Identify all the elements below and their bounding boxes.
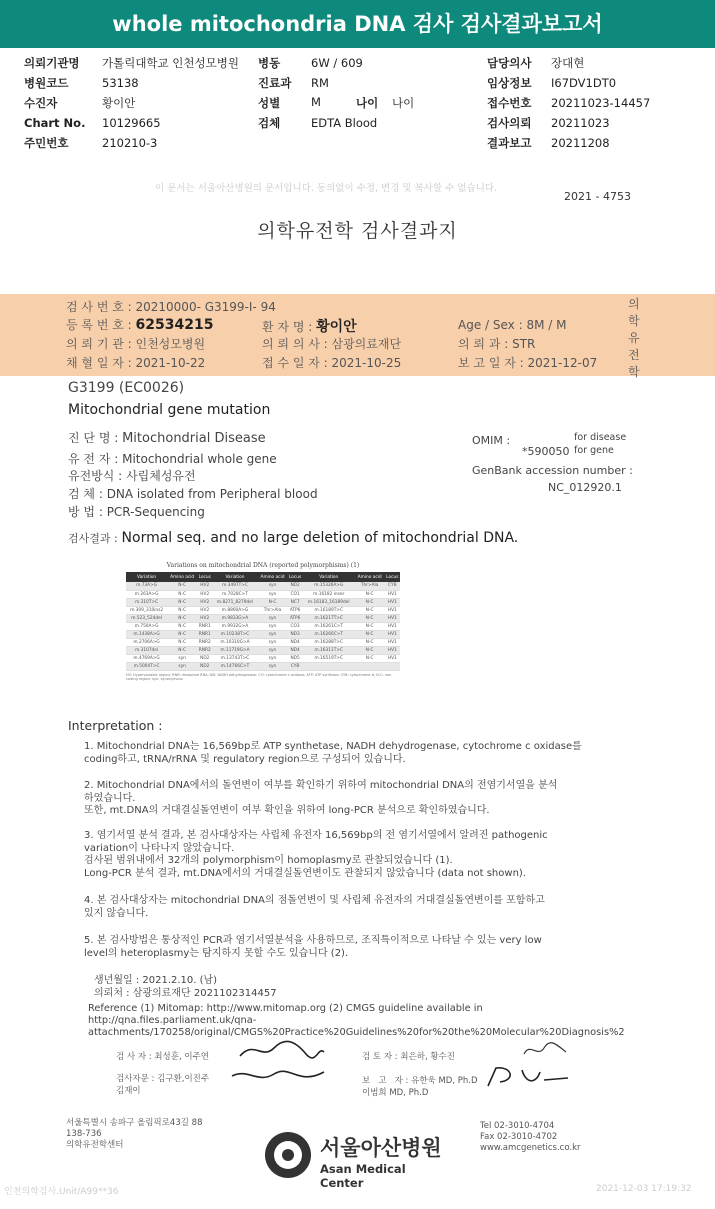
table-row <box>126 630 400 638</box>
table-cell: HV1 <box>385 646 400 654</box>
label: 진료과 <box>258 76 292 90</box>
table-cell: N-C <box>167 614 197 622</box>
table-header-cell: Locus <box>197 572 212 582</box>
value: 장대현 <box>551 56 585 70</box>
table-cell: ATP6 <box>287 606 302 614</box>
table-row <box>126 590 400 598</box>
table-cell: N-C <box>167 606 197 614</box>
method-label: 방 법 : <box>68 505 103 519</box>
table-header-cell: Variation <box>303 572 355 582</box>
table-cell: m.16266C>T <box>303 630 355 638</box>
table-cell: HV1 <box>385 654 400 662</box>
label: 수진자 <box>24 96 58 110</box>
table-cell: HV2 <box>197 590 212 598</box>
table-cell: N-C <box>167 638 197 646</box>
value: 10129665 <box>102 116 161 130</box>
table-cell: m.13743T>C <box>212 654 257 662</box>
table-cell: ND2 <box>197 662 212 670</box>
receive-label: 접 수 일 자 : <box>262 356 328 370</box>
receive-date: 2021-10-25 <box>331 356 402 370</box>
exam-no-label: 검 사 번 호 : <box>66 300 132 314</box>
table-cell: syn <box>258 622 288 630</box>
omim-label: OMIM : <box>472 434 511 447</box>
table-cell: N-C <box>355 590 385 598</box>
table-row <box>126 614 400 622</box>
label: 결과보고 <box>487 136 532 150</box>
reporter: 보 고 자 : 유한욱 MD, Ph.D 이범희 MD, Ph.D <box>362 1076 478 1098</box>
table-cell: m.3107del <box>126 646 167 654</box>
table-cell: HV2 <box>197 598 212 606</box>
paragraph-1: 1. Mitochondrial DNA는 16,569bp로 ATP synthetase, NADH dehydrogenase, cytochrome c oxidase를 coding하고, tRNA/rRNA 및 regulatory region으로 구성되어 있습니다. <box>84 741 582 765</box>
value: EDTA Blood <box>311 116 378 130</box>
reg-no-label: 등 록 번 호 : <box>66 318 132 332</box>
genbank-label: GenBank accession number : <box>472 464 633 477</box>
table-cell: Thr>Ala <box>258 606 288 614</box>
table-cell: m.16217T>C <box>303 614 355 622</box>
table-row <box>126 582 400 590</box>
table-cell: ND2 <box>287 582 302 590</box>
copy-notice: 이 문서는 서울아산병원의 문서입니다. 동의없이 수정, 변경 및 복사할 수 없습니다. <box>155 183 498 194</box>
paragraph-5: 5. 본 검사방법은 통상적인 PCR과 염기서열분석을 사용하므로, 조직특이적으로 나타날 수 있는 very low level의 heteroplasmy는 탐지하지 못할 수도 있습니다 (2). <box>84 935 542 959</box>
table-cell: syn <box>258 654 288 662</box>
table-row <box>126 654 400 662</box>
paragraph-4: 4. 본 검사대상자는 mitochondrial DNA의 점돌연변이 및 사립체 유전자의 거대결실돌연변이를 포함하고 있지 않습니다. <box>84 895 545 919</box>
table-cell: m.16182 inser <box>303 590 355 598</box>
table-cell: syn <box>258 662 288 670</box>
table-cell: HV1 <box>385 630 400 638</box>
table-cell: m.8860A>G <box>212 606 257 614</box>
table-cell: CYB <box>287 662 302 670</box>
table-cell: m.4769A>G <box>126 654 167 662</box>
table-cell: syn <box>258 646 288 654</box>
tester: 검 사 자 : 최성훈, 이주연 <box>116 1052 209 1062</box>
table-cell: m.750A>G <box>126 622 167 630</box>
patient-label: 환 자 명 : <box>262 320 313 334</box>
table-cell: m.14766C>T <box>212 662 257 670</box>
table-cell: m.73A>G <box>126 582 167 590</box>
table-cell: m.16311T>C <box>303 646 355 654</box>
omim-disease: for disease <box>574 432 627 443</box>
value: RM <box>311 76 329 90</box>
advisor: 검사자문 : 김구환,이진주 김재이 <box>116 1074 210 1096</box>
label: Chart No. <box>24 116 86 130</box>
table-cell: HV1 <box>385 598 400 606</box>
gene: Mitochondrial whole gene <box>122 452 277 466</box>
table-row <box>126 638 400 646</box>
table-cell: m.9833G>A <box>212 614 257 622</box>
table-cell: N-C <box>167 598 197 606</box>
table-cell: syn <box>258 582 288 590</box>
collect-label: 채 혈 일 자 : <box>66 356 132 370</box>
table-cell: syn <box>258 638 288 646</box>
table-cell: HV2 <box>197 606 212 614</box>
table-cell: m.309_310ins2 <box>126 606 167 614</box>
table-cell: m.7028C>T <box>212 590 257 598</box>
report-date: 2021-12-07 <box>527 356 598 370</box>
table-cell: CO3 <box>287 622 302 630</box>
table-row <box>126 662 400 670</box>
table-cell: N-C <box>355 654 385 662</box>
table-header-cell: Amino acid <box>258 572 288 582</box>
table-cell: RNR2 <box>198 647 211 653</box>
birth-date: 생년월일 : 2021.2.10. (남) <box>94 975 218 986</box>
reviewer: 검 토 자 : 최은하, 황수진 <box>362 1052 455 1062</box>
reg-no: 62534215 <box>135 317 214 333</box>
org-label: 의 뢰 기 관 : <box>66 337 132 351</box>
hospital-logo <box>262 1130 452 1190</box>
table-cell: ND2 <box>197 654 212 662</box>
report-label: 보 고 일 자 : <box>458 356 524 370</box>
table-cell: N-C <box>355 630 385 638</box>
table-cell: syn <box>258 590 288 598</box>
table-cell: HV1 <box>385 614 400 622</box>
table-cell: ND4 <box>287 646 302 654</box>
org: 인천성모병원 <box>135 337 206 351</box>
value: 20211023-14457 <box>551 96 651 110</box>
table-cell: m.10310G>A <box>212 638 257 646</box>
requester: 의뢰처 : 삼광의료재단 2021102314457 <box>94 988 277 999</box>
table-cell: N-C <box>355 598 385 606</box>
footer-left: 인천의학검사.Unit/A99**36 <box>4 1187 119 1197</box>
table-cell: m.16183_16189del <box>303 598 355 606</box>
value: 나이 <box>392 96 415 110</box>
tester-signature <box>236 1038 326 1062</box>
table-cell: m.2706A>G <box>126 638 167 646</box>
dept-label: 의 뢰 과 : <box>458 337 509 351</box>
omim-number: *590050 <box>522 445 570 458</box>
label: 병원코드 <box>24 76 69 90</box>
genbank-number: NC_012920.1 <box>548 481 622 494</box>
dx-label: 진 단 명 : <box>68 431 119 445</box>
table-cell: m.11719G>A <box>212 646 257 654</box>
variation-table <box>126 562 400 681</box>
table-cell: N-C <box>355 646 385 654</box>
diagnosis: Mitochondrial Disease <box>122 431 266 446</box>
address: 서울특별시 송파구 올림픽로43길 88 138-736 의학유전학센터 <box>66 1118 203 1150</box>
value: 20211023 <box>551 116 610 130</box>
collect-date: 2021-10-22 <box>135 356 206 370</box>
label: 나이 <box>356 96 379 110</box>
table-cell: ND4 <box>287 638 302 646</box>
reviewer-signature <box>520 1040 570 1060</box>
label: 검체 <box>258 116 281 130</box>
logo-english: Asan Medical Center <box>320 1162 406 1190</box>
value: 황이안 <box>102 96 136 110</box>
table-cell: m.9932G>A <box>212 622 257 630</box>
table-cell: HV1 <box>385 638 400 646</box>
patient-name: 황이안 <box>316 319 357 335</box>
value: M <box>311 95 321 109</box>
scanned-report <box>0 168 715 1209</box>
inheritance: 사립체성유전 <box>126 469 196 483</box>
table-header-cell: Variation <box>212 572 257 582</box>
value: 53138 <box>102 76 139 90</box>
request-info <box>24 53 694 153</box>
reporter-signature <box>482 1064 572 1092</box>
table-cell <box>303 662 355 670</box>
table-cell: m.16288T>C <box>303 638 355 646</box>
exam-no: 20210000- G3199-I- 94 <box>135 300 276 314</box>
table-cell: m.310T>C <box>126 598 167 606</box>
report-header: whole mitochondria DNA 검사 검사결과보고서 <box>0 0 715 48</box>
specimen: DNA isolated from Peripheral blood <box>106 487 318 501</box>
table-cell: syn <box>258 614 288 622</box>
table-cell: HV1 <box>385 622 400 630</box>
table-cell: N-C <box>355 638 385 646</box>
table-cell: m.16261C>T <box>303 622 355 630</box>
result-label: 검사결과 : <box>68 532 118 545</box>
value: I67DV1DT0 <box>551 76 617 90</box>
table-row <box>126 622 400 630</box>
foundation-emblem-icon <box>262 1130 314 1180</box>
table-cell: Thr>Ala <box>355 582 385 590</box>
label: 주민번호 <box>24 136 69 150</box>
table-cell: syn <box>167 662 197 670</box>
label: 담당의사 <box>487 56 532 70</box>
value: 6W / 609 <box>311 56 363 70</box>
result: Normal seq. and no large deletion of mitochondrial DNA. <box>121 530 519 546</box>
table-row <box>126 606 400 614</box>
table-cell: m.523_524del <box>126 614 167 622</box>
label: 병동 <box>258 56 281 70</box>
table-row <box>126 598 400 606</box>
document-title: 의학유전학 검사결과지 <box>257 220 458 242</box>
patient-band <box>0 294 715 379</box>
table-cell <box>385 662 400 670</box>
document-number: 2021 - 4753 <box>564 190 631 203</box>
table-cell: N-C <box>167 646 197 654</box>
table-cell: N-C <box>355 614 385 622</box>
label: 접수번호 <box>487 96 532 110</box>
table-caption: Variations on mitochondrial DNA (reported polymorphisms) (1) <box>166 562 360 569</box>
table-cell: N-C <box>355 622 385 630</box>
table-cell: m.3497T>C <box>212 582 257 590</box>
advisor-signature <box>228 1064 328 1090</box>
label: 임상정보 <box>487 76 532 90</box>
table-footnote: HV: Hypervariable region; RNR: ribosomal RNA; ND: NADH dehydrogenase; CO: cytochrome c oxidase; ATP: ATP synthase; CYB: cytochrome b; N-C: non-coding region; syn: synonymous <box>126 672 393 681</box>
table-cell: syn <box>258 630 288 638</box>
test-code: G3199 (EC0026) <box>68 380 185 396</box>
footer-right: 2021-12-03 17:19:32 <box>596 1184 692 1194</box>
side-vertical-label: 의학유전학 <box>628 297 640 379</box>
test-name: Mitochondrial gene mutation <box>68 402 271 418</box>
value: 20211208 <box>551 136 610 150</box>
table-cell: N-C <box>167 590 197 598</box>
value: 가톨릭대학교 인천성모병원 <box>102 56 239 70</box>
table-cell: N-C <box>167 622 197 630</box>
inherit-label: 유전방식 : <box>68 469 123 483</box>
gene-label: 유 전 자 : <box>68 452 119 466</box>
table-cell: m.16189T>C <box>303 606 355 614</box>
table-cell: syn <box>167 654 197 662</box>
table-cell: HV2 <box>197 614 212 622</box>
table-header-cell: Variation <box>126 572 167 582</box>
table-cell: m.10238T>C <box>212 630 257 638</box>
paragraph-2: 2. Mitochondrial DNA에서의 돌연변이 여부를 확인하기 위하여 mitochondrial DNA의 전염기서열을 분석 하였습니다. 또한, mt.DNA의 거대결실돌연변이 여부 확인을 위하여 long-PCR 분석으로 확인하였습니다. <box>84 780 558 816</box>
value: 210210-3 <box>102 136 158 150</box>
table-header-cell: Amino acid <box>355 572 385 582</box>
table-cell: NC7 <box>287 598 302 606</box>
table-header-cell: Locus <box>287 572 302 582</box>
omim-gene: for gene <box>574 445 614 456</box>
table-cell: CYB <box>385 582 400 590</box>
table-cell <box>355 662 385 670</box>
req: 삼광의료재단 <box>331 337 402 351</box>
table-cell: m.1438A>G <box>126 630 167 638</box>
label: 의뢰기관명 <box>24 56 80 70</box>
method: PCR-Sequencing <box>106 505 205 519</box>
table-header-cell: Amino acid <box>167 572 197 582</box>
paragraph-3: 3. 염기서열 분석 결과, 본 검사대상자는 사립체 유전자 16,569bp의 전 염기서열에서 알려진 pathogenic variation이 나타나지 않았습니다. 검사된 범위내에서 32개의 polymorphism이 homoplasmy로 관찰되었습니다 (1). Long-PCR 분석 결과, mt.DNA에서의 거대결실돌연변이도 관찰되지 않았습니다 (data not shown). <box>84 830 548 879</box>
age-sex: Age / Sex : 8M / M <box>458 318 567 332</box>
req-label: 의 뢰 의 사 : <box>262 337 328 351</box>
table-cell: RNR1 <box>198 631 211 637</box>
logo-korean: 서울아산병원 <box>320 1136 442 1160</box>
dept: STR <box>512 337 536 351</box>
table-cell: RNR1 <box>198 623 211 629</box>
table-cell: m.15326A>G <box>303 582 355 590</box>
table-cell: m.16519T>C <box>303 654 355 662</box>
table-cell: CO1 <box>287 590 302 598</box>
table-cell: N-C <box>258 598 288 606</box>
table-cell: m.263A>G <box>126 590 167 598</box>
label: 성별 <box>258 96 281 110</box>
table-cell: ND5 <box>287 654 302 662</box>
table-cell: N-C <box>167 582 197 590</box>
table-cell: RNR2 <box>198 639 211 645</box>
table-cell: m.8271_8279del <box>212 598 257 606</box>
contact: Tel 02-3010-4704 Fax 02-3010-4702 www.amcgenetics.co.kr <box>480 1121 581 1153</box>
table-cell: ATP6 <box>287 614 302 622</box>
specimen-label: 검 체 : <box>68 487 103 501</box>
table-row <box>126 646 400 654</box>
label: 검사의뢰 <box>487 116 532 130</box>
table-header-cell: Locus <box>385 572 400 582</box>
table-cell: HV1 <box>385 590 400 598</box>
table-cell: ND3 <box>287 630 302 638</box>
table-cell: HV2 <box>197 582 212 590</box>
table-cell: N-C <box>167 630 197 638</box>
reference: Reference (1) Mitomap: http://www.mitomap.org (2) CMGS guideline available in http://qna.files.parliament.uk/qna- attachments/170258/original/CMGS%20Practice%20Guidelines%20for%20the%20Molecular%20Diagnosis%2 <box>88 1003 625 1038</box>
interpretation-heading: Interpretation : <box>68 718 163 733</box>
table-cell: m.5004T>C <box>126 662 167 670</box>
table-cell: HV1 <box>385 606 400 614</box>
table-cell: N-C <box>355 606 385 614</box>
